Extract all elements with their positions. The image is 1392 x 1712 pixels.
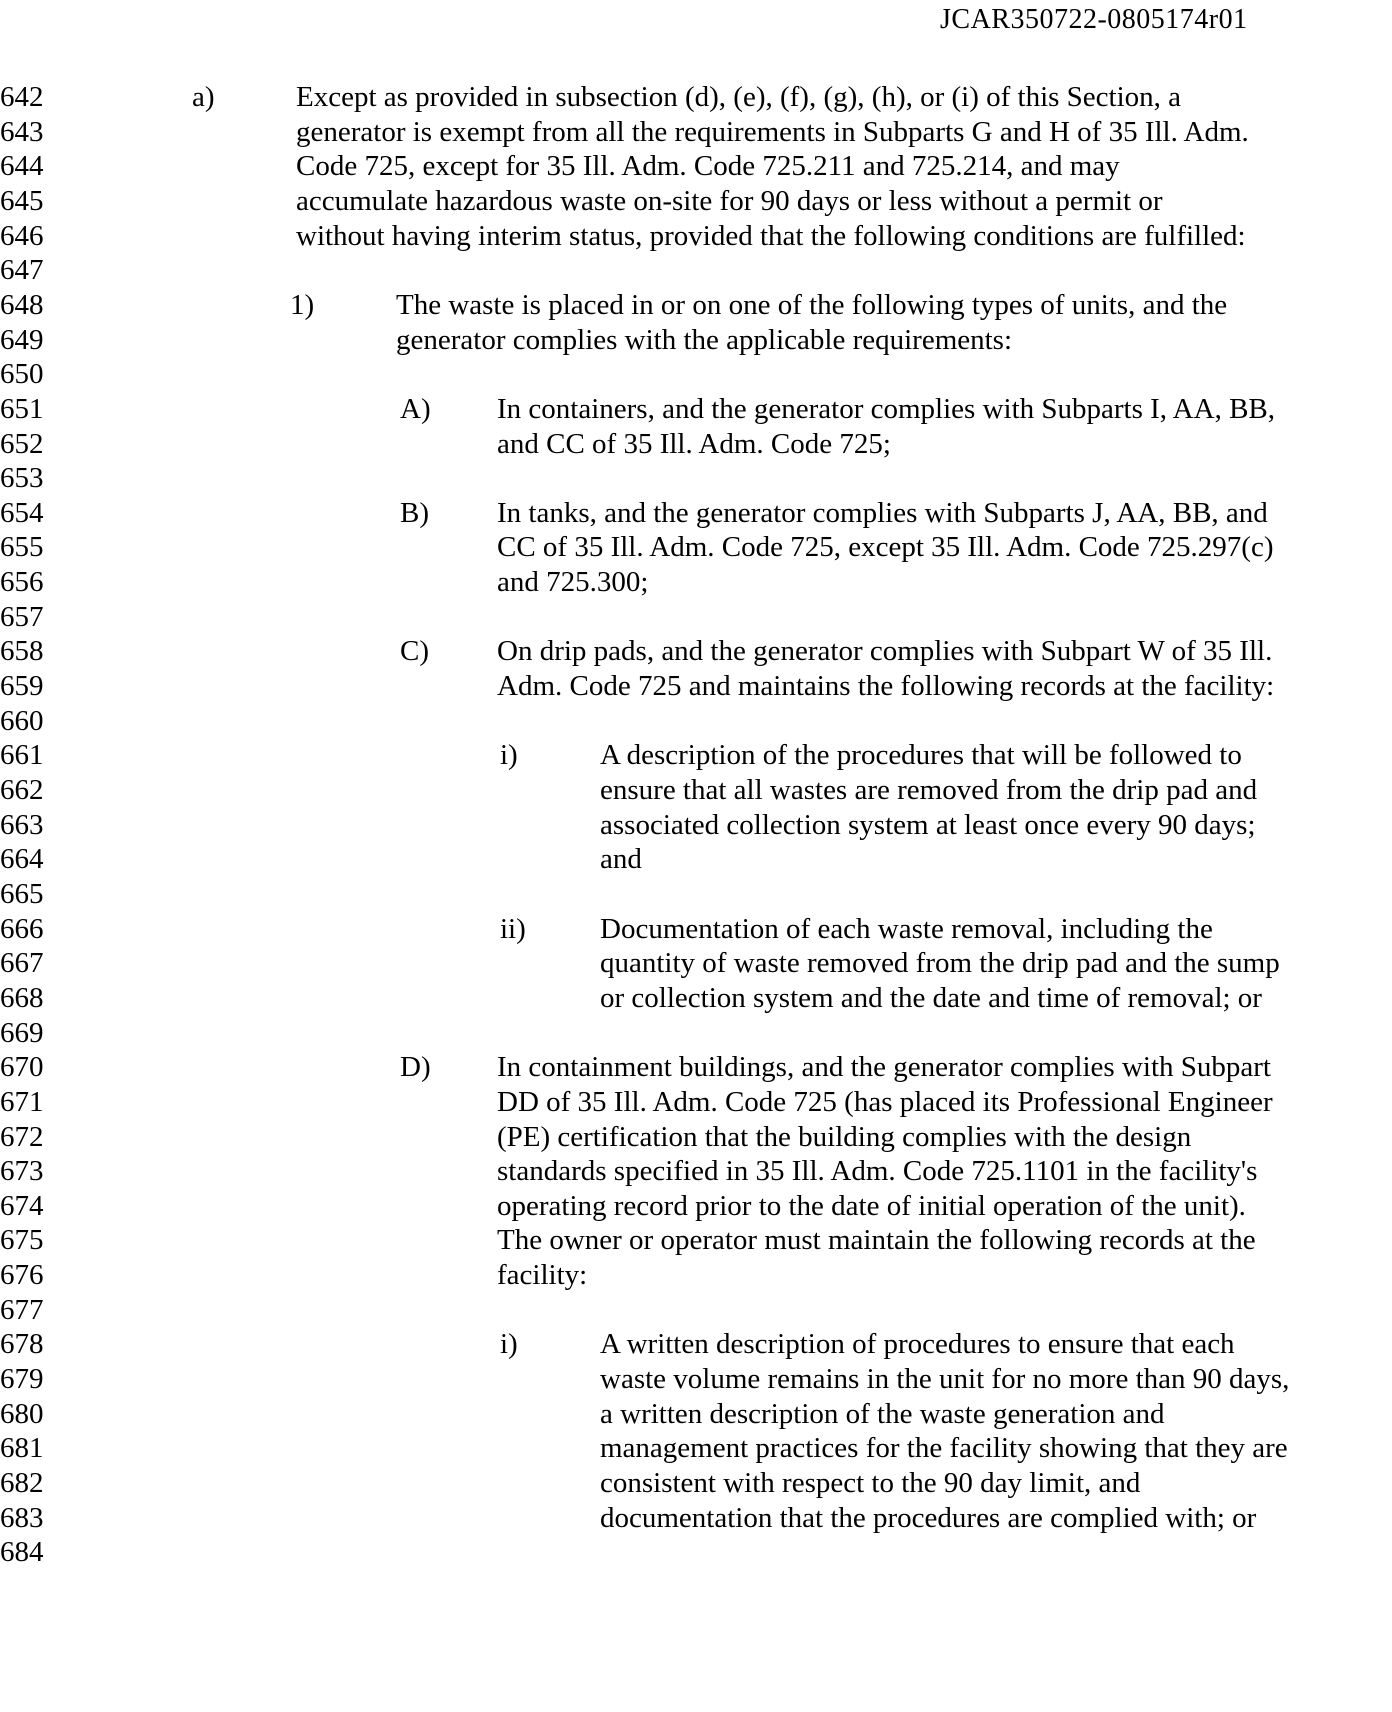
line-number: 668 — [0, 981, 44, 1014]
document-line — [0, 390, 1392, 428]
line-text: standards specified in 35 Ill. Adm. Code 725.1101 in the facility's — [497, 1155, 1258, 1188]
line-number: 683 — [0, 1501, 44, 1534]
line-number: 645 — [0, 184, 44, 217]
document-line — [0, 1187, 1392, 1225]
line-text: Adm. Code 725 and maintains the following records at the facility: — [497, 670, 1275, 703]
line-text: management practices for the facility showing that they are — [600, 1432, 1288, 1465]
line-text: facility: — [497, 1259, 588, 1292]
line-text: (PE) certification that the building complies with the design — [497, 1120, 1192, 1153]
document-line — [0, 217, 1392, 255]
line-text: Documentation of each waste removal, including the — [600, 912, 1213, 945]
line-text: accumulate hazardous waste on-site for 90 days or less without a permit or — [296, 184, 1163, 217]
document-line — [0, 1118, 1392, 1156]
line-number: 661 — [0, 739, 44, 772]
document-line — [0, 321, 1392, 359]
document-line — [0, 1256, 1392, 1294]
line-number: 644 — [0, 150, 44, 183]
subsection-label: B) — [400, 496, 429, 529]
line-number: 669 — [0, 1016, 44, 1049]
document-line — [0, 1325, 1392, 1363]
line-number: 674 — [0, 1189, 44, 1222]
line-number: 653 — [0, 462, 44, 495]
document-line — [0, 806, 1392, 844]
line-number: 684 — [0, 1536, 44, 1569]
document-line — [0, 1395, 1392, 1433]
line-text: or collection system and the date and time of removal; or — [600, 981, 1262, 1014]
line-text: generator is exempt from all the requirements in Subparts G and H of 35 Ill. Adm. — [296, 115, 1249, 148]
document-line — [0, 771, 1392, 809]
document-line — [0, 182, 1392, 220]
document-line — [0, 632, 1392, 670]
subsection-label: C) — [400, 635, 429, 668]
line-text: In containers, and the generator complies with Subparts I, AA, BB, — [497, 392, 1276, 425]
line-number: 663 — [0, 808, 44, 841]
line-number: 662 — [0, 774, 44, 806]
line-number: 658 — [0, 635, 44, 668]
document-line — [0, 875, 1392, 913]
line-number: 666 — [0, 912, 44, 945]
document-line — [0, 910, 1392, 948]
line-number: 643 — [0, 115, 44, 148]
line-number: 664 — [0, 843, 44, 876]
document-line — [0, 494, 1392, 532]
line-number: 679 — [0, 1363, 44, 1396]
document-line — [0, 1152, 1392, 1190]
line-number: 659 — [0, 670, 44, 703]
document-line — [0, 1221, 1392, 1259]
line-text: The waste is placed in or on one of the following types of units, and the — [396, 288, 1228, 321]
line-number: 680 — [0, 1397, 44, 1430]
document-line — [0, 1291, 1392, 1329]
document-line — [0, 736, 1392, 774]
document-line — [0, 979, 1392, 1017]
line-number: 657 — [0, 600, 44, 633]
line-text: In containment buildings, and the generator complies with Subpart — [497, 1051, 1271, 1084]
subsection-label: A) — [400, 392, 431, 425]
line-number: 647 — [0, 254, 44, 287]
document-line — [0, 78, 1392, 116]
line-number: 655 — [0, 531, 44, 564]
document-line — [0, 528, 1392, 566]
document-line — [0, 1499, 1392, 1537]
line-number: 667 — [0, 947, 44, 980]
document-line — [0, 1360, 1392, 1398]
line-number: 671 — [0, 1085, 44, 1118]
line-number: 651 — [0, 392, 44, 425]
subsection-label: a) — [192, 81, 215, 113]
line-text: On drip pads, and the generator complies with Subpart W of 35 Ill. — [497, 635, 1273, 668]
line-text: A written description of procedures to ensure that each — [600, 1328, 1235, 1361]
line-text: consistent with respect to the 90 day limit, and — [600, 1467, 1141, 1499]
line-number: 678 — [0, 1328, 44, 1361]
document-line — [0, 459, 1392, 497]
document-line — [0, 840, 1392, 878]
line-number: 654 — [0, 496, 44, 529]
line-text: In tanks, and the generator complies with Subparts J, AA, BB, and — [497, 496, 1268, 529]
document-line — [0, 113, 1392, 151]
document-line — [0, 425, 1392, 463]
document-line — [0, 667, 1392, 705]
line-text: and CC of 35 Ill. Adm. Code 725; — [497, 427, 891, 460]
document-line — [0, 1048, 1392, 1086]
line-number: 650 — [0, 358, 44, 391]
line-number: 646 — [0, 219, 44, 252]
subsection-label: 1) — [290, 288, 315, 321]
line-number: 673 — [0, 1155, 44, 1188]
line-text: documentation that the procedures are complied with; or — [600, 1501, 1257, 1534]
line-number: 675 — [0, 1224, 44, 1257]
document-line — [0, 147, 1392, 185]
subsection-label: ii) — [500, 912, 526, 945]
line-text: operating record prior to the date of initial operation of the unit). — [497, 1189, 1246, 1222]
line-text: DD of 35 Ill. Adm. Code 725 (has placed its Professional Engineer — [497, 1085, 1273, 1118]
subsection-label: i) — [500, 739, 518, 772]
line-text: ensure that all wastes are removed from the drip pad and — [600, 774, 1258, 806]
line-number: 648 — [0, 288, 44, 321]
document-line — [0, 944, 1392, 982]
document-line — [0, 1429, 1392, 1467]
line-number: 670 — [0, 1051, 44, 1084]
line-number: 642 — [0, 81, 44, 113]
document-line — [0, 251, 1392, 289]
document-line — [0, 702, 1392, 740]
line-text: and — [600, 843, 642, 876]
line-text: associated collection system at least once every 90 days; — [600, 808, 1256, 841]
line-text: a written description of the waste generation and — [600, 1397, 1165, 1430]
line-number: 677 — [0, 1293, 44, 1326]
line-number: 676 — [0, 1259, 44, 1292]
document-line — [0, 1083, 1392, 1121]
line-text: CC of 35 Ill. Adm. Code 725, except 35 Ill. Adm. Code 725.297(c) — [497, 531, 1274, 564]
subsection-label: D) — [400, 1051, 431, 1084]
document-line — [0, 598, 1392, 636]
line-text: quantity of waste removed from the drip pad and the sump — [600, 947, 1280, 980]
line-text: A description of the procedures that will be followed to — [600, 739, 1242, 772]
line-text: The owner or operator must maintain the following records at the — [497, 1224, 1256, 1257]
line-number: 665 — [0, 877, 44, 910]
line-text: without having interim status, provided that the following conditions are fulfilled: — [296, 219, 1246, 252]
document-line — [0, 1464, 1392, 1502]
line-text: waste volume remains in the unit for no more than 90 days, — [600, 1363, 1290, 1396]
line-number: 660 — [0, 704, 44, 737]
line-text: and 725.300; — [497, 566, 649, 599]
line-number: 656 — [0, 566, 44, 599]
line-text: Code 725, except for 35 Ill. Adm. Code 725.211 and 725.214, and may — [296, 150, 1120, 183]
line-number: 652 — [0, 427, 44, 460]
document-line — [0, 1014, 1392, 1052]
line-number: 681 — [0, 1432, 44, 1465]
line-text: generator complies with the applicable requirements: — [396, 323, 1013, 356]
line-text: Except as provided in subsection (d), (e), (f), (g), (h), or (i) of this Section, a — [296, 81, 1182, 113]
document-line — [0, 355, 1392, 393]
line-number: 672 — [0, 1120, 44, 1153]
subsection-label: i) — [500, 1328, 518, 1361]
document-id: JCAR350722-0805174r01 — [940, 4, 1248, 35]
document-line — [0, 1533, 1392, 1571]
document-line — [0, 286, 1392, 324]
document-line — [0, 563, 1392, 601]
line-number: 682 — [0, 1467, 44, 1499]
line-number: 649 — [0, 323, 44, 356]
